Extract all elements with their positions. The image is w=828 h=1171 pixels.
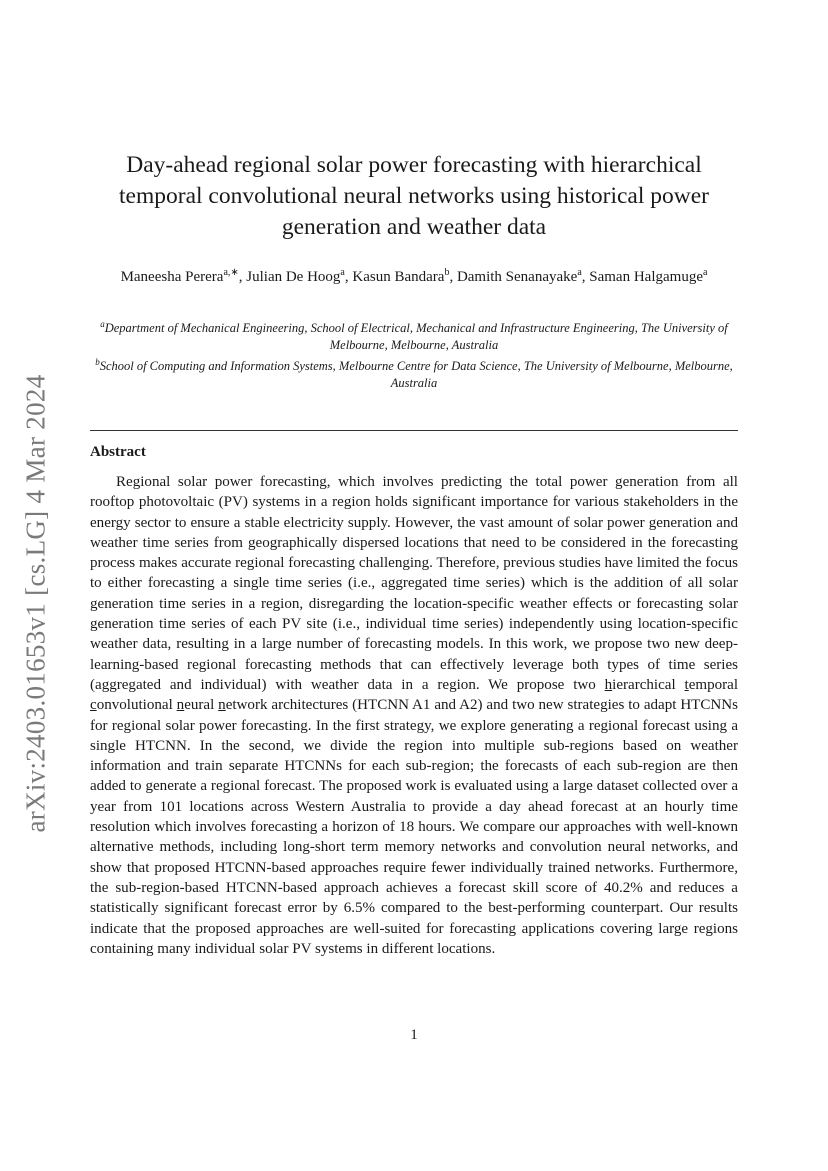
author-affiliation-marker: a,∗ [223,267,239,278]
acronym-underlined-letter: t [684,676,689,693]
author-name: Julian De Hoog [246,269,341,285]
arxiv-identifier-stamp [22,368,50,838]
author-affiliation-marker: a [702,267,708,278]
affiliation-marker: a [100,319,105,329]
abstract-text-segment: etwork architectures (HTCNN A1 and A2) and two new strategies to adapt HTCNNs for regional solar power forecasting. In the first strategy, we explore generating a regional forecast using a single HTCNN. In the second, we divide the region into multiple sub-regions based on weather information and train separate HTCNNs for each sub-region; the forecasts of each sub-region are then added to generate a regional forecast. The proposed work is evaluated using a large dataset collected over a year from 101 locations across Western Australia to provide a day ahead forecast at an hourly time resolution which involves forecasting a horizon of 18 hours. We compare our approaches with well-known alternative methods, including long-short term memory networks and convolution neural networks, and show that proposed HTCNN-based approaches require fewer individually trained networks. Furthermore, the sub-region-based HTCNN-based approach achieves a forecast skill score of 40.2% and reduces a statistically significant forecast error by 6.5% compared to the best-performing counterpart. Our results indicate that the proposed approaches are well-suited for forecasting applications covering large regions containing many individual solar PV systems in different locations. [90,697,738,957]
page-number: 1 [410,1027,418,1043]
affiliation-line [92,354,736,392]
abstract-text-segment: onvolutional [96,697,177,714]
abstract-text-segment: ierarchical [612,676,685,693]
arxiv-identifier-text: arXiv:2403.01653v1 [cs.LG] 4 Mar 2024 [20,373,51,833]
affiliation-text: School of Computing and Information Systems, Melbourne Centre for Data Science, The University of Melbourne, Melbourne, Australia [99,359,733,391]
paper-title: Day-ahead regional solar power forecasting with hierarchical temporal convolutional neural networks using historical power generation and weather data [119,152,709,240]
author-name: Maneesha Perera [120,269,224,285]
abstract-body [90,472,738,959]
author-affiliation-marker: a [340,267,345,278]
author-separator: , [581,269,590,285]
abstract-top-rule [90,430,738,431]
author-separator: , [238,269,247,285]
author-affiliation-marker: b [444,267,450,278]
acronym-underlined-letter: n [218,697,226,714]
acronym-underlined-letter: h [604,676,613,693]
abstract-text-segment: eural [184,697,219,714]
abstract-heading: Abstract [90,444,146,460]
affiliation-text: Department of Mechanical Engineering, School of Electrical, Mechanical and Infrastructure Engineering, The University of Melbourne, Melbourne, Australia [104,321,728,353]
author-name: Kasun Bandara [352,269,445,285]
affiliation-list [92,316,736,392]
abstract-text-segment: Regional solar power forecasting, which involves predicting the total power generation from all rooftop photovoltaic (PV) systems in a region holds significant importance for various stakeholders in the energy sector to ensure a stable electricity supply. However, the vast amount of solar power generation and weather time series from geographically dispersed locations that need to be considered in the forecasting process makes accurate regional forecasting challenging. Therefore, previous studies have limited the focus to either forecasting a single time series (i.e., aggregated time series) which is the addition of all solar generation time series in a region, disregarding the location-specific weather effects or forecasting solar generation time series of each PV site (i.e., individual time series) independently using location-specific weather data, resulting in a large number of forecasting models. In this work, we propose two new deep-learning-based regional forecasting methods that can effectively leverage both types of time series (aggregated and individual) with weather data in a region. We propose two [90,474,738,693]
author-list [100,262,728,288]
acronym-underlined-letter: n [176,697,185,714]
author-name: Saman Halgamuge [589,269,703,285]
affiliation-line [92,316,736,354]
author-separator: , [344,269,353,285]
author-affiliation-marker: a [577,267,582,278]
abstract-text-segment: emporal [688,676,739,693]
affiliation-marker: b [95,357,100,368]
author-separator: , [449,269,457,285]
acronym-underlined-letter: c [90,697,97,714]
author-name: Damith Senanayake [456,269,578,285]
